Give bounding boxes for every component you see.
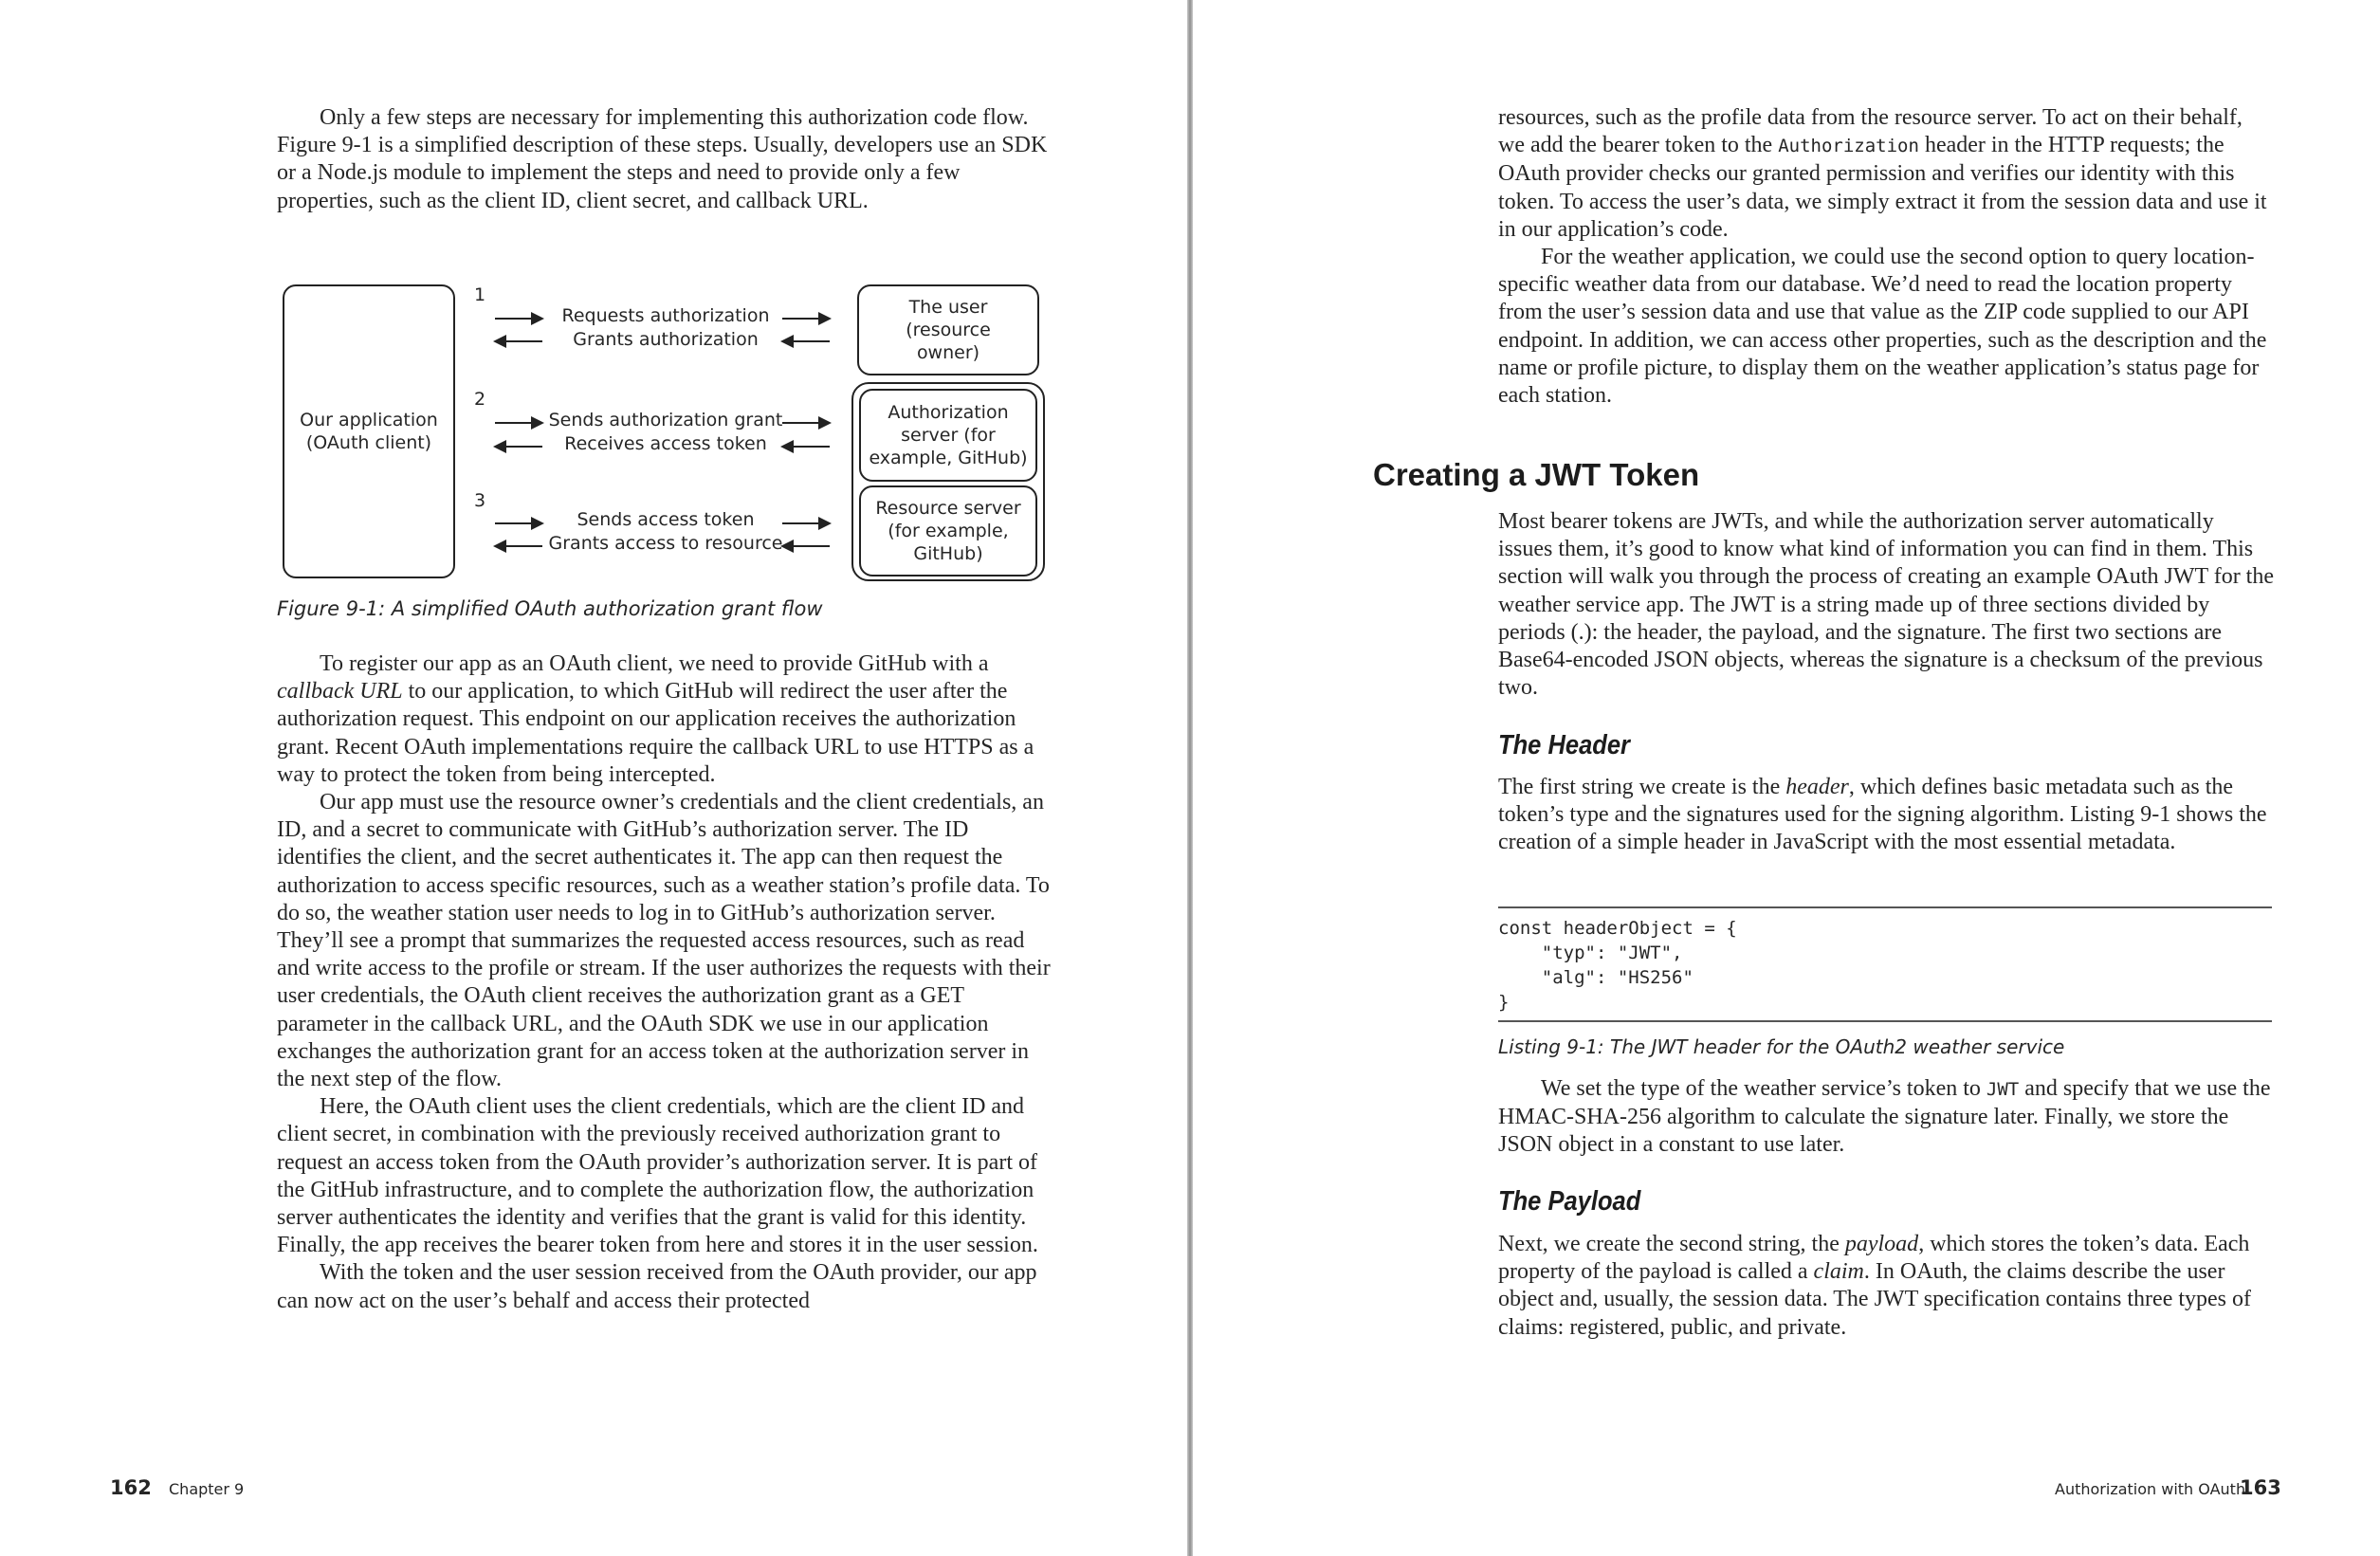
text-span: We set the type of the weather service’s token to — [1541, 1076, 1986, 1101]
right-top-block — [1498, 104, 2274, 410]
step-request-label: Sends authorization grant — [548, 410, 783, 430]
authorization-server-label: Authorization server (for example, GitHub) — [869, 402, 1028, 468]
arrow-right-icon — [782, 318, 830, 320]
running-footer: Chapter 9 — [169, 1480, 245, 1498]
inline-code: Authorization — [1778, 136, 1919, 157]
payload-paragraph — [1498, 1231, 2274, 1342]
resource-server-label: Resource server (for example, GitHub) — [875, 498, 1021, 564]
continued-paragraph — [1498, 104, 2274, 244]
weather-paragraph: For the weather application, we could use the second option to query location-specific weather data from our database. We’d need to read the location property from the user’s session data and use that value as the ZIP code supplied to our API endpoint. In addition, we can access other properties, such as the description and the name or profile picture, to display them on the weather application’s status page for each station. — [1498, 245, 2267, 409]
with-token-paragraph: With the token and the user session received from the OAuth provider, our app can now act on the user’s behalf and access their protected — [277, 1260, 1037, 1313]
step-response-label: Grants access to resource — [548, 533, 783, 554]
payload-block — [1498, 1231, 2274, 1342]
step-number: 3 — [474, 490, 486, 511]
page-number: 162 — [110, 1476, 152, 1499]
subsection-heading: The Header — [1498, 730, 1630, 760]
arrow-left-icon — [495, 545, 542, 547]
text-span: and specify that we use the HMAC-SHA-256 algorithm to calculate the signature later. Finally, we store the JSON object in a constant to use later. — [1498, 1076, 2271, 1158]
text-span: . In OAuth, the claims describe the user object and, usually, the session data. The JWT specification contains three types of claims: registered, public, and private. — [1498, 1259, 2252, 1340]
jwt-block — [1498, 508, 2274, 702]
step-response-label: Grants authorization — [573, 329, 759, 350]
emphasis-span: callback URL — [277, 679, 403, 705]
listing-caption: Listing 9-1: The JWT header for the OAuth2 weather service — [1498, 1035, 2065, 1058]
text-span: , which stores the token’s data. Each property of the payload is called a — [1498, 1232, 2250, 1285]
subsection-heading: The Payload — [1498, 1186, 1641, 1217]
authorization-server-box — [859, 389, 1037, 482]
arrow-left-icon — [495, 446, 542, 448]
section-heading: Creating a JWT Token — [1373, 457, 1700, 492]
listing-code: const headerObject = { "typ": "JWT", "alg": "HS256" } — [1498, 918, 1737, 1013]
user-box-label: The user (resource owner) — [906, 297, 991, 363]
client-box — [283, 284, 455, 578]
resource-server-box — [859, 485, 1037, 577]
header-paragraph — [1498, 774, 2274, 857]
arrow-right-icon — [495, 522, 542, 524]
arrow-left-icon — [782, 340, 830, 342]
page-number: 163 — [2240, 1476, 2281, 1499]
user-box — [857, 284, 1039, 375]
jwt-paragraph: Most bearer tokens are JWTs, and while the authorization server automatically issues them, it’s good to know what kind of information you can find in them. This section will walk you through the process of creating an example OAuth JWT for the weather service app. The JWT is a string made up of three sections divided by periods (.): the header, the payload, and the signature. The first two sections are Base64-encoded JSON objects, whereas the signature is a checksum of the previous two. — [1498, 509, 2275, 701]
inline-code: JWT — [1986, 1079, 2020, 1100]
step-2-labels — [542, 409, 789, 456]
arrow-left-icon — [495, 340, 542, 342]
arrow-right-icon — [495, 318, 542, 320]
step-request-label: Sends access token — [577, 509, 755, 530]
emphasis-span: header — [1785, 775, 1849, 799]
figure-caption: Figure 9-1: A simplified OAuth authorization grant flow — [277, 597, 823, 620]
text-span: To register our app as an OAuth client, we need to provide GitHub with a — [320, 651, 989, 676]
text-span: resources, such as the profile data from the resource server. To act on their behalf, we add the bearer token to the — [1498, 105, 2243, 158]
settype-block — [1498, 1075, 2274, 1160]
arrow-left-icon — [782, 446, 830, 448]
step-number: 1 — [474, 284, 486, 305]
intro-paragraph: Only a few steps are necessary for implementing this authorization code flow. Figure 9-1 is a simplified description of these steps. Usually, developers use an SDK or a Node.js module to implement the steps and need to provide only a few properties, such as the client ID, client secret, and callback URL. — [277, 105, 1048, 213]
oauth-flow-figure — [275, 280, 1053, 593]
emphasis-span: claim — [1813, 1259, 1864, 1285]
step-number: 2 — [474, 389, 486, 410]
client-box-label: Our application (OAuth client) — [300, 410, 438, 453]
text-span: Next, we create the second string, the — [1498, 1232, 1845, 1256]
step-response-label: Receives access token — [564, 433, 767, 454]
credentials-paragraph: Our app must use the resource owner’s credentials and the client credentials, an ID, and a secret to communicate with GitHub’s authorization server. The ID identifies the client, and the secret authenticates it. The app can then request the authorization to access specific resources, such as a weather station’s profile data. To do so, the weather station user needs to log in to GitHub’s authorization server. They’ll see a prompt that summarizes the requested access resources, such as read and write access to the profile or stream. If the user authorizes the requests with their user credentials, the OAuth client receives the authorization grant as a GET parameter in the callback URL, and the OAuth SDK we use in our application exchanges the authorization grant for an access token at the authorization server in the next step of the flow. — [277, 790, 1051, 1092]
text-span: to our application, to which GitHub will redirect the user after the authorization request. This endpoint on our application receives the authorization grant. Recent OAuth implementations require the callback URL to use HTTPS as a way to protect the token from being intercepted. — [277, 679, 1034, 787]
header-block — [1498, 774, 2274, 857]
register-paragraph — [277, 650, 1056, 789]
arrow-right-icon — [782, 522, 830, 524]
arrow-right-icon — [495, 422, 542, 424]
arrow-left-icon — [782, 545, 830, 547]
text-span: The first string we create is the — [1498, 775, 1786, 799]
step-1-labels — [542, 304, 789, 352]
settype-paragraph — [1498, 1075, 2274, 1160]
left-page — [0, 0, 1187, 1556]
emphasis-span: payload — [1844, 1232, 1919, 1256]
step-3-labels — [542, 508, 789, 556]
left-body-block — [277, 650, 1056, 1315]
here-paragraph: Here, the OAuth client uses the client credentials, which are the client ID and client secret, in combination with the previously received authorization grant to request an access token from the OAuth provider’s authorization server. It is part of the GitHub infrastructure, and to complete the authorization flow, the authorization server authenticates the identity and verifies that the grant is valid for this identity. Finally, the app receives the bearer token from here and stores it in the user session. — [277, 1094, 1038, 1258]
text-span: , which defines basic metadata such as the token’s type and the signatures used for the signing algorithm. Listing 9-1 shows the creation of a simple header in JavaScript with the most essential metadata. — [1498, 775, 2267, 855]
step-request-label: Requests authorization — [561, 305, 770, 326]
text-span: header in the HTTP requests; the OAuth provider checks our granted permission and verifies our identity with this token. To access the user’s data, we simply extract it from the session data and use it in our application’s code. — [1498, 133, 2267, 242]
code-listing — [1498, 906, 2272, 1022]
intro-block — [277, 104, 1054, 215]
arrow-right-icon — [782, 422, 830, 424]
running-footer: Authorization with OAuth — [2055, 1480, 2246, 1498]
